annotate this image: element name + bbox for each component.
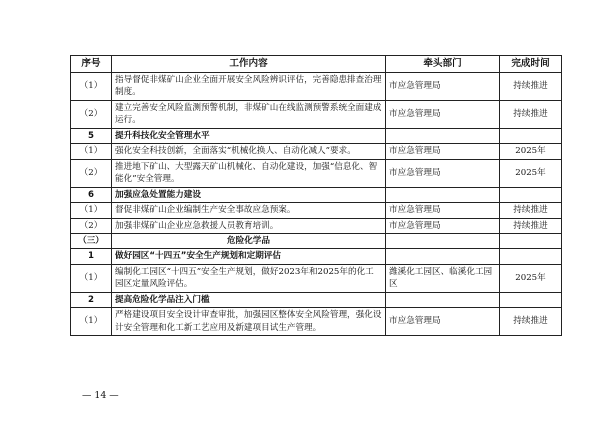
- cell-dept: [386, 292, 500, 307]
- cell-work: 编制化工园区“十四五”安全生产规划，做好2023年和2025年的化工园区定量风险评估。: [112, 264, 386, 292]
- cell-num: （三）: [71, 233, 112, 248]
- cell-time: 持续推进: [500, 308, 562, 336]
- cell-num: （1）: [71, 203, 112, 218]
- section-row: [71, 249, 562, 264]
- table-row: [71, 73, 562, 101]
- cell-num: 1: [71, 249, 112, 264]
- cell-work: 严格建设项目安全设计审查审批，加强园区整体安全风险管理，强化设计安全管理和化工新工艺应用及新建项目试生产管理。: [112, 308, 386, 336]
- cell-time: [500, 249, 562, 264]
- cell-num: 6: [71, 187, 112, 202]
- table-header-row: [71, 56, 562, 73]
- cell-dept: [386, 249, 500, 264]
- table-body: [71, 73, 562, 336]
- table-row: [71, 308, 562, 336]
- table-row: [71, 159, 562, 187]
- cell-dept: [386, 233, 500, 248]
- cell-time: 2025年: [500, 159, 562, 187]
- cell-time: [500, 233, 562, 248]
- cell-time: 持续推进: [500, 203, 562, 218]
- page-number: — 14 —: [82, 390, 119, 401]
- header-work: 工作内容: [112, 56, 386, 73]
- table-row: [71, 218, 562, 233]
- cell-time: [500, 292, 562, 307]
- cell-dept: 市应急管理局: [386, 73, 500, 101]
- cell-dept: 潍溪化工园区、临溪化工园区: [386, 264, 500, 292]
- header-num: 序号: [71, 56, 112, 73]
- cell-dept: 市应急管理局: [386, 144, 500, 159]
- cell-time: [500, 187, 562, 202]
- cell-work: 加强应急处置能力建设: [112, 187, 386, 202]
- cell-dept: 市应急管理局: [386, 100, 500, 128]
- cell-num: （2）: [71, 218, 112, 233]
- cell-time: 持续推进: [500, 100, 562, 128]
- section-row: [71, 187, 562, 202]
- cell-work: 危险化学品: [112, 233, 386, 248]
- cell-num: （2）: [71, 159, 112, 187]
- cell-work: 督促非煤矿山企业编制生产安全事故应急预案。: [112, 203, 386, 218]
- cell-num: （1）: [71, 73, 112, 101]
- cell-work: 提高危险化学品注入门槛: [112, 292, 386, 307]
- category-row: [71, 233, 562, 248]
- cell-work: 推进地下矿山、大型露天矿山机械化、自动化建设，加强“信息化、智能化”安全管理。: [112, 159, 386, 187]
- cell-work: 加强非煤矿山企业应急救援人员教育培训。: [112, 218, 386, 233]
- cell-time: 2025年: [500, 144, 562, 159]
- cell-work: 做好园区“十四五”安全生产规划和定期评估: [112, 249, 386, 264]
- cell-dept: 市应急管理局: [386, 218, 500, 233]
- cell-work: 强化安全科技创新，全面落实“机械化换人、自动化减人”要求。: [112, 144, 386, 159]
- cell-work: 建立完善安全风险监测预警机制，非煤矿山在线监测预警系统全面建成运行。: [112, 100, 386, 128]
- cell-time: [500, 128, 562, 143]
- table-row: [71, 264, 562, 292]
- cell-num: （2）: [71, 100, 112, 128]
- cell-num: 5: [71, 128, 112, 143]
- cell-num: （1）: [71, 264, 112, 292]
- header-dept: 牵头部门: [386, 56, 500, 73]
- section-row: [71, 292, 562, 307]
- table-row: [71, 144, 562, 159]
- cell-dept: 市应急管理局: [386, 308, 500, 336]
- cell-dept: [386, 128, 500, 143]
- table-row: [71, 203, 562, 218]
- cell-work: 提升科技化安全管理水平: [112, 128, 386, 143]
- cell-time: 持续推进: [500, 218, 562, 233]
- header-time: 完成时间: [500, 56, 562, 73]
- cell-dept: 市应急管理局: [386, 203, 500, 218]
- cell-num: （1）: [71, 144, 112, 159]
- task-table: [70, 55, 562, 336]
- cell-time: 2025年: [500, 264, 562, 292]
- cell-work: 指导督促非煤矿山企业全面开展安全风险辨识评估，完善隐患排查治理制度。: [112, 73, 386, 101]
- table-row: [71, 100, 562, 128]
- cell-time: 持续推进: [500, 73, 562, 101]
- cell-dept: [386, 187, 500, 202]
- cell-num: （1）: [71, 308, 112, 336]
- cell-dept: 市应急管理局: [386, 159, 500, 187]
- cell-num: 2: [71, 292, 112, 307]
- section-row: [71, 128, 562, 143]
